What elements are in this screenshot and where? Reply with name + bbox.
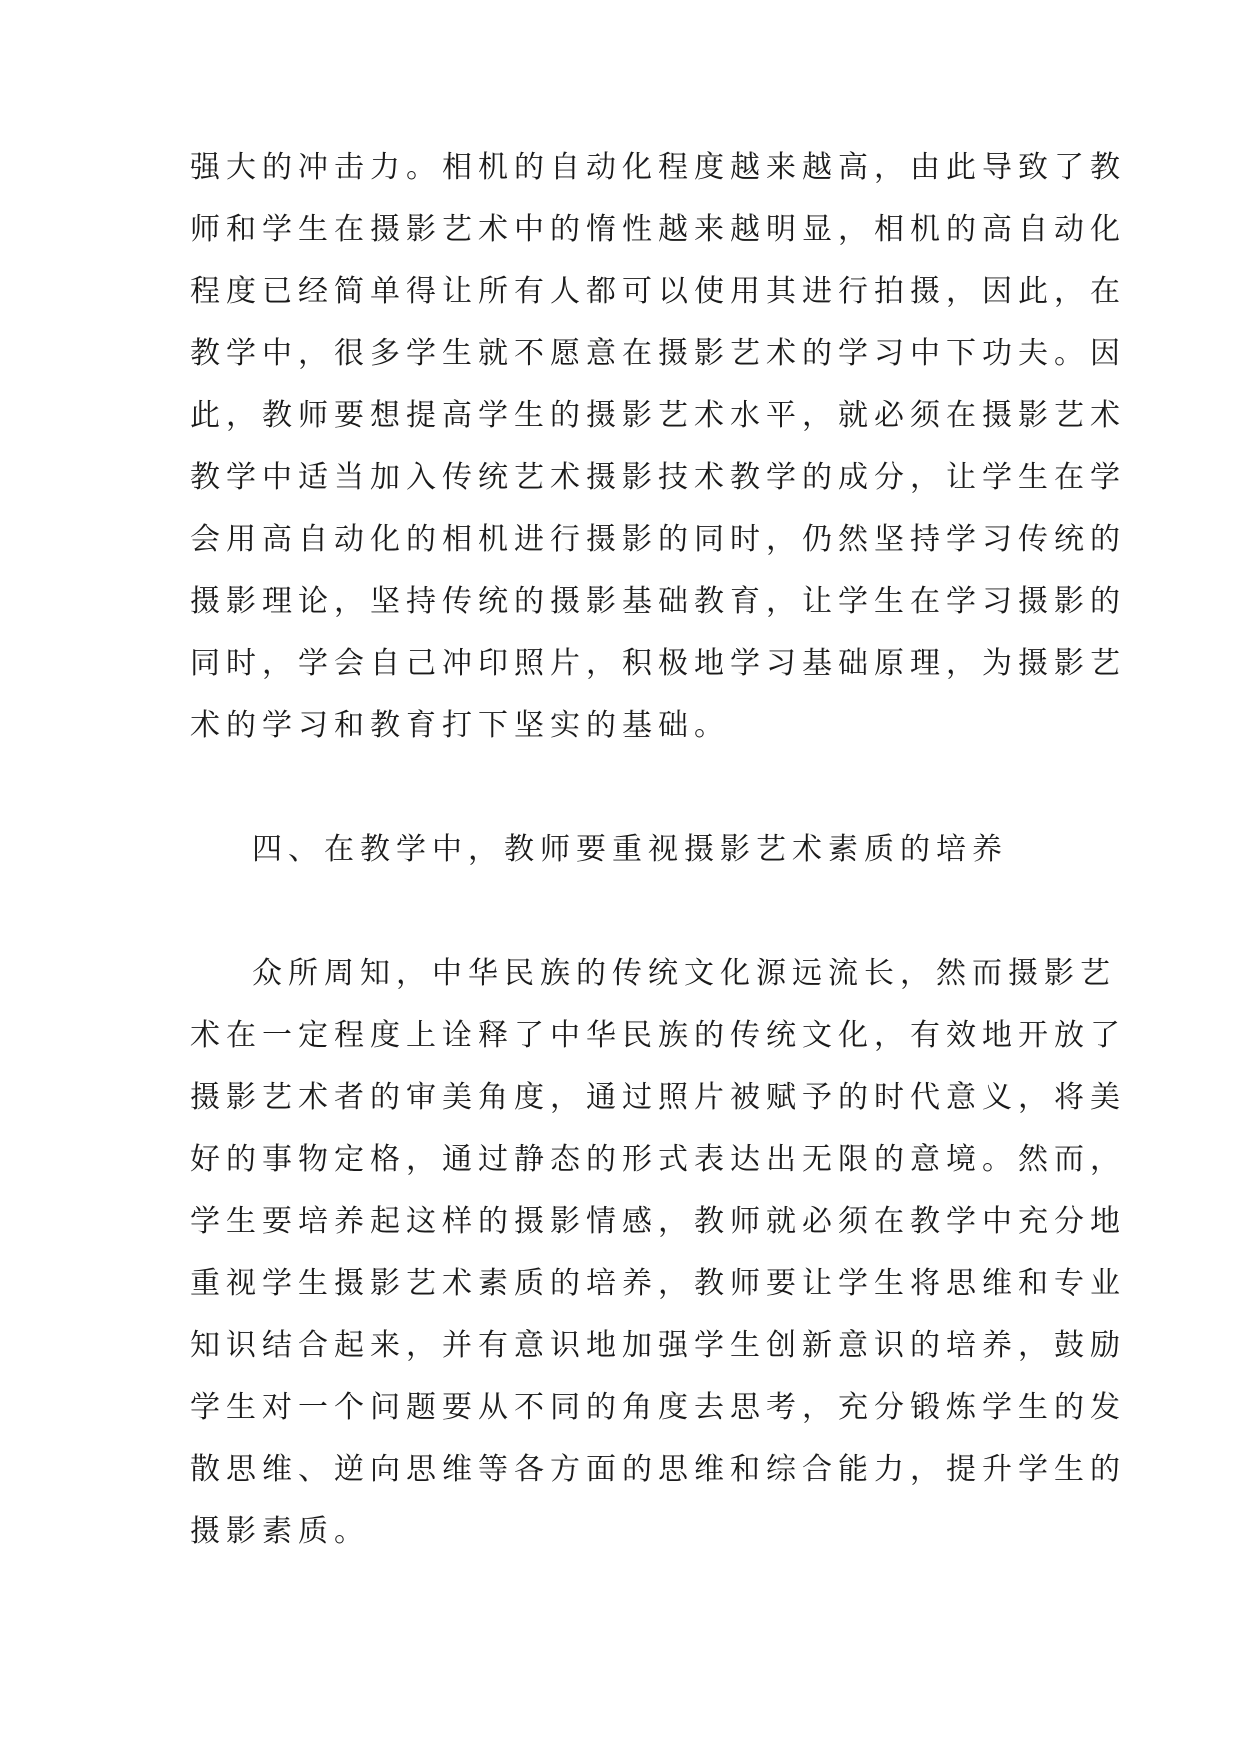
paragraph-2-line-3: 摄影艺术者的审美角度，通过照片被赋予的时代意义，将美 bbox=[190, 1080, 1126, 1115]
paragraph-2-line-2: 术在一定程度上诠释了中华民族的传统文化，有效地开放了 bbox=[190, 1018, 1126, 1053]
paragraph-2-line-6: 重视学生摄影艺术素质的培养，教师要让学生将思维和专业 bbox=[190, 1266, 1126, 1301]
paragraph-1-line-7: 会用高自动化的相机进行摄影的同时，仍然坚持学习传统的 bbox=[190, 522, 1126, 557]
paragraph-1-line-6: 教学中适当加入传统艺术摄影技术教学的成分，让学生在学 bbox=[190, 460, 1126, 495]
paragraph-1-line-3: 程度已经简单得让所有人都可以使用其进行拍摄，因此，在 bbox=[190, 274, 1126, 309]
paragraph-1-line-9: 同时，学会自己冲印照片，积极地学习基础原理，为摄影艺 bbox=[190, 646, 1126, 681]
paragraph-1-line-5: 此，教师要想提高学生的摄影艺术水平，就必须在摄影艺术 bbox=[190, 398, 1126, 433]
paragraph-2-line-10: 摄影素质。 bbox=[190, 1514, 370, 1549]
paragraph-2-line-8: 学生对一个问题要从不同的角度去思考，充分锻炼学生的发 bbox=[190, 1390, 1126, 1425]
paragraph-1-line-4: 教学中，很多学生就不愿意在摄影艺术的学习中下功夫。因 bbox=[190, 336, 1126, 371]
paragraph-2-line-1: 众所周知，中华民族的传统文化源远流长，然而摄影艺 bbox=[252, 956, 1116, 991]
paragraph-2-line-4: 好的事物定格，通过静态的形式表达出无限的意境。然而， bbox=[190, 1142, 1126, 1177]
paragraph-2-line-5: 学生要培养起这样的摄影情感，教师就必须在教学中充分地 bbox=[190, 1204, 1126, 1239]
paragraph-2-line-9: 散思维、逆向思维等各方面的思维和综合能力，提升学生的 bbox=[190, 1452, 1126, 1487]
paragraph-2-line-7: 知识结合起来，并有意识地加强学生创新意识的培养，鼓励 bbox=[190, 1328, 1126, 1363]
paragraph-1-line-1: 强大的冲击力。相机的自动化程度越来越高，由此导致了教 bbox=[190, 150, 1126, 185]
paragraph-1-line-10: 术的学习和教育打下坚实的基础。 bbox=[190, 708, 730, 743]
paragraph-1-line-8: 摄影理论，坚持传统的摄影基础教育，让学生在学习摄影的 bbox=[190, 584, 1126, 619]
section-heading: 四、在教学中，教师要重视摄影艺术素质的培养 bbox=[252, 832, 1008, 867]
paragraph-1-line-2: 师和学生在摄影艺术中的惰性越来越明显，相机的高自动化 bbox=[190, 212, 1126, 247]
